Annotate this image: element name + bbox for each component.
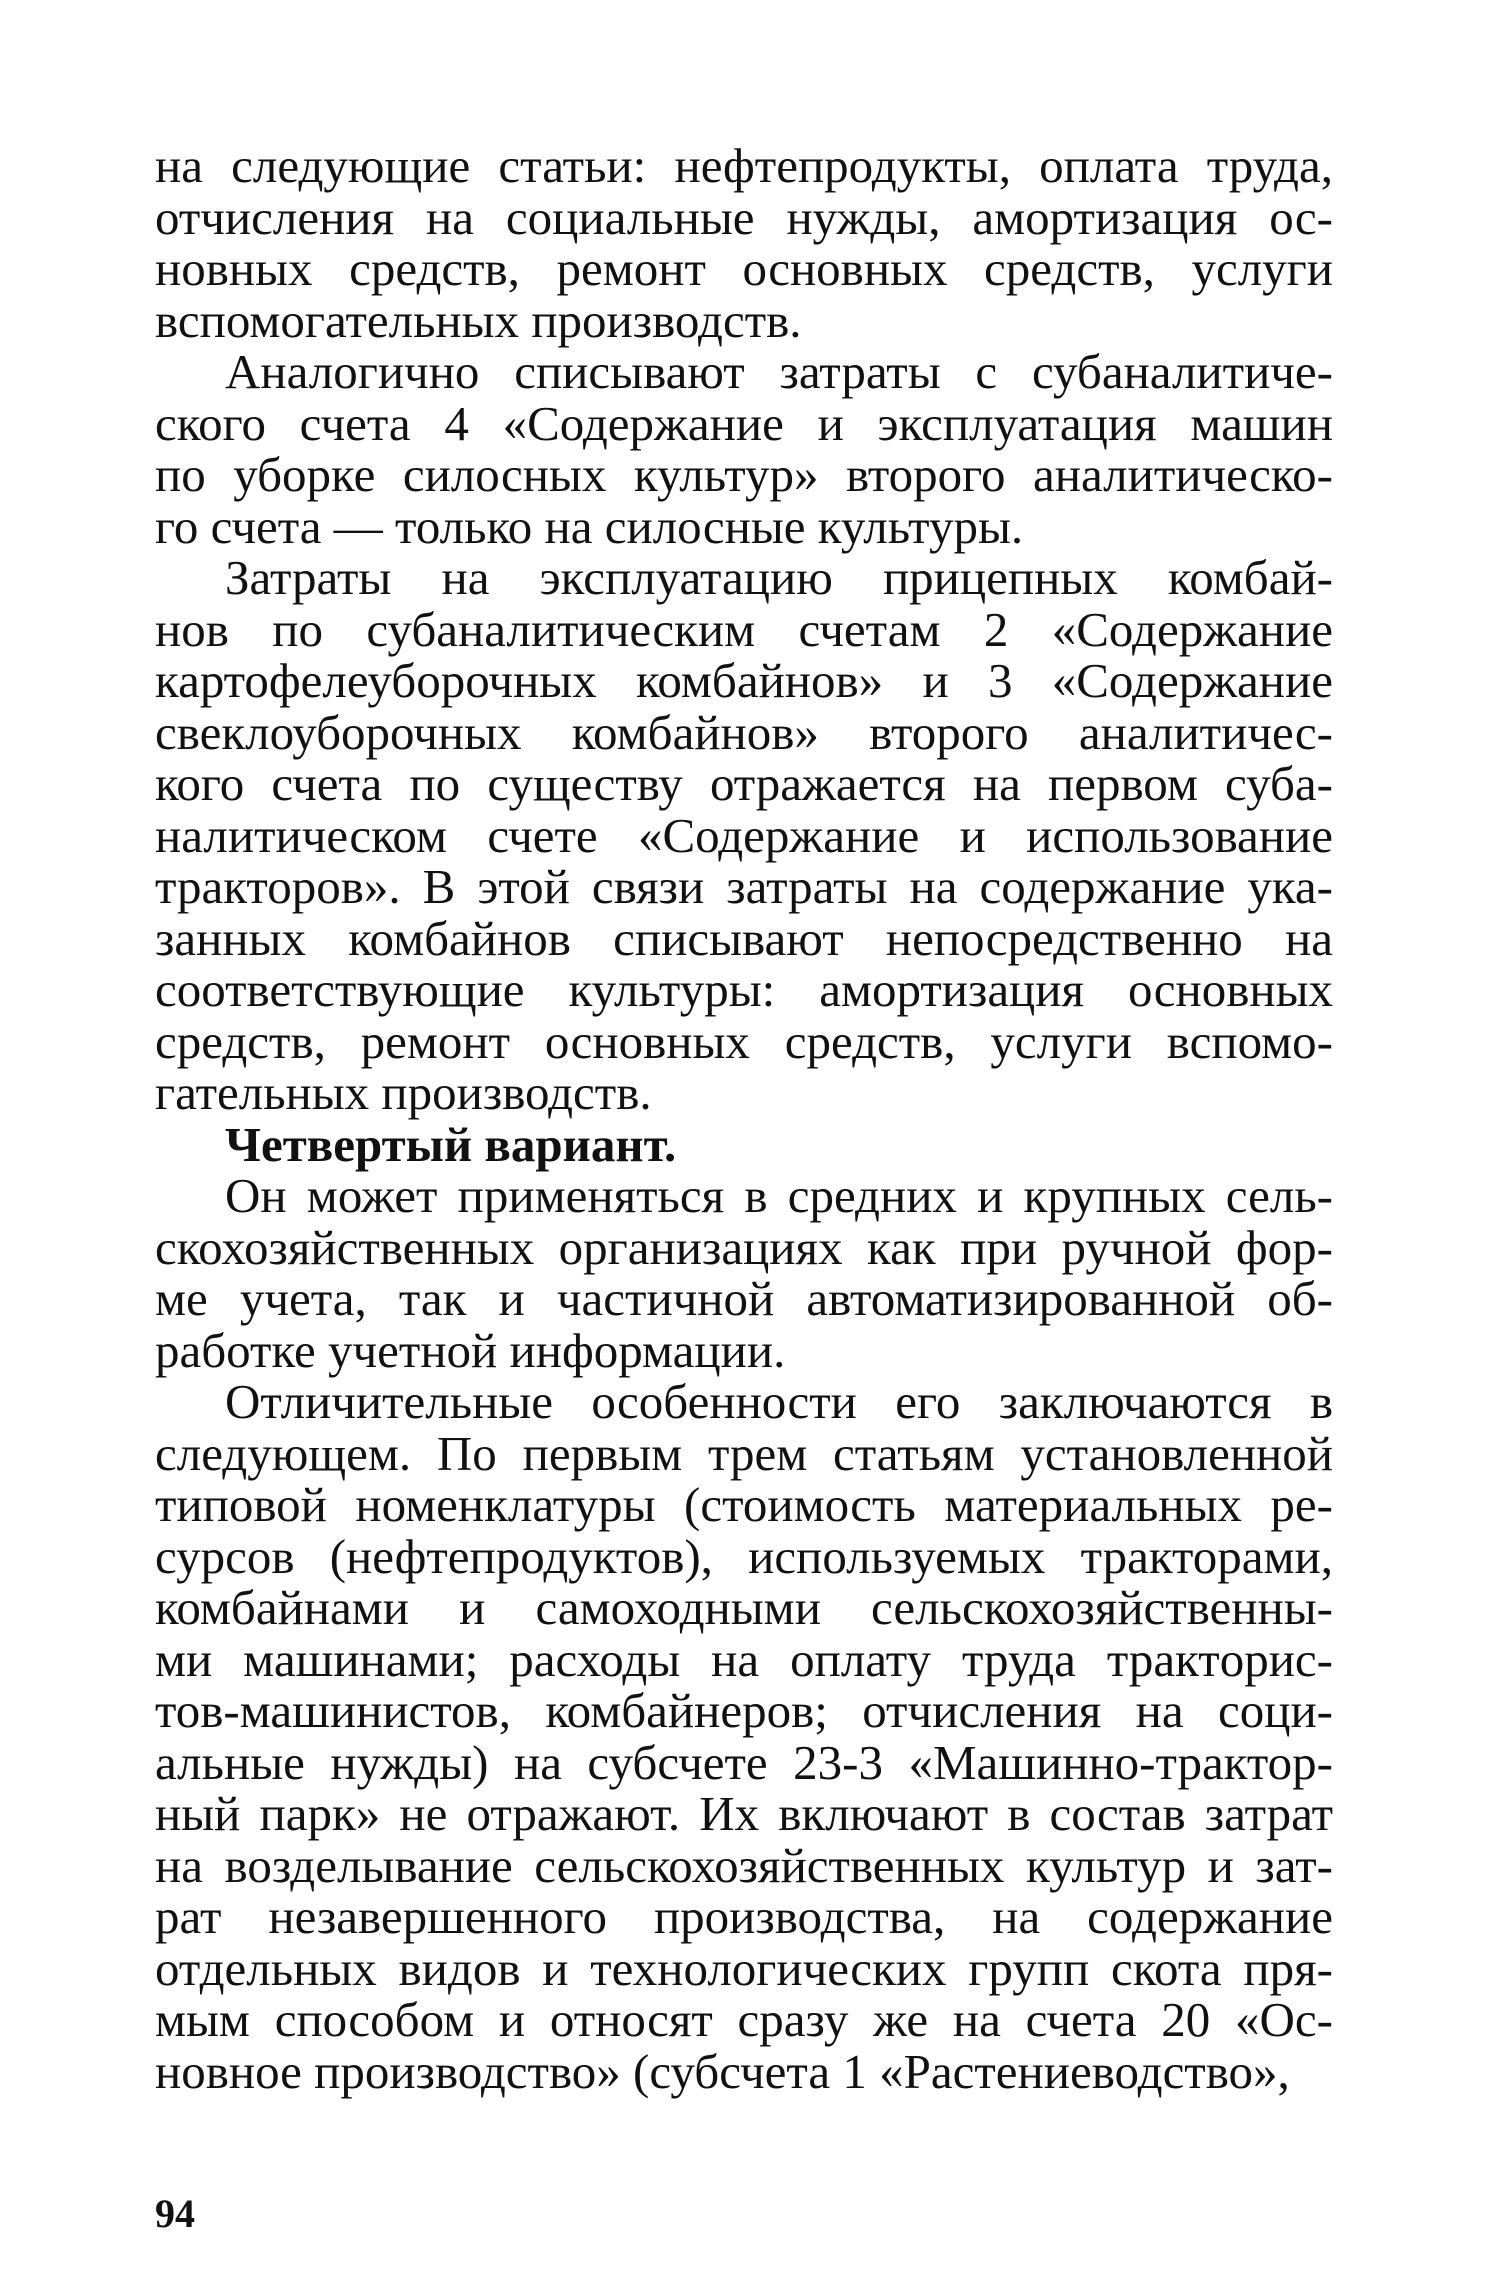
text-line: картофелеуборочных комбайнов» и 3 «Содержание [155,653,1333,708]
text-line: кого счета по существу отражается на первом суба- [155,756,1333,811]
text-line: Отличительные особенности его заключаются в [225,1374,1333,1429]
document-page [155,140,1333,2097]
text-line: альные нужды) на субсчете 23-3 «Машинно-трактор- [155,1734,1333,1790]
text-line: Он может применяться в средних и крупных сель- [225,1168,1333,1223]
text-line: вспомогательных производств. [155,292,802,348]
text-line: типовой номенклатуры (стоимость материальных ре- [155,1477,1333,1532]
text-line: рат незавершенного производства, на содержание [155,1889,1333,1944]
text-line: скохозяйственных организациях как при ручной фор- [155,1219,1333,1275]
text-line: занных комбайнов списывают непосредственно на [155,910,1333,966]
text-line: мым способом и относят сразу же на счета 20 «Ос- [155,1992,1333,2047]
section-heading [155,1116,1333,1172]
text-line: Аналогично списывают затраты с субаналитиче- [225,344,1333,399]
text-line: на следующие статьи: нефтепродукты, оплата труда, [155,138,1333,193]
text-line: сурсов (нефтепродуктов), используемых тракторами, [155,1528,1333,1584]
text-line: ный парк» не отражают. Их включают в состав затрат [155,1786,1333,1841]
text-line: Четвертый вариант. [225,1116,677,1172]
text-line: ми машинами; расходы на оплату труда трактoрис- [155,1631,1333,1687]
text-line: на возделывание сельскохозяйственных культур и зат- [155,1837,1333,1893]
text-line: го счета — только на силосные культуры. [155,498,1024,554]
text-line: Затраты на эксплуатацию прицепных комбай- [225,550,1333,605]
text-line: новных средств, ремонт основных средств, услуги [155,241,1333,296]
paragraph [155,1376,1333,2097]
text-line: гательных производств. [155,1065,652,1120]
text-line: средств, ремонт основных средств, услуги вспомо- [155,1013,1333,1069]
text-line: тов-машинистов, комбайнеров; отчисления на соци- [155,1683,1333,1738]
page-number: 94 [155,2191,195,2236]
paragraph [155,552,1333,1119]
text-line: по уборке силосных культур» второго аналитическо- [155,447,1333,502]
text-line: ского счета 4 «Содержание и эксплуатация машин [155,395,1333,451]
text-line: налитическом счете «Содержание и использование [155,807,1333,863]
text-line: новное производство» (субсчета 1 «Растениеводство», [155,2043,1290,2099]
text-line: нов по субаналитическим счетам 2 «Содержание [155,601,1333,657]
text-line: отчисления на социальные нужды, амортизация ос- [155,189,1333,245]
text-line: отдельных видов и технологических групп скота пря- [155,1940,1333,1996]
text-line: свеклоуборочных комбайнов» второго аналитичес- [155,704,1333,760]
text-line: соответствующие культуры: амортизация основных [155,962,1333,1017]
text-line: комбайнами и самоходными сельскохозяйственны- [155,1580,1333,1635]
text-line: ме учета, так и частичной автоматизированной об- [155,1271,1333,1326]
paragraph [155,1170,1333,1376]
text-line: следующем. По первым трем статьям установленной [155,1425,1333,1481]
paragraph [155,140,1333,346]
text-line: работке учетной информации. [155,1322,786,1378]
paragraph [155,346,1333,552]
text-line: тракторов». В этой связи затраты на содержание ука- [155,859,1333,914]
